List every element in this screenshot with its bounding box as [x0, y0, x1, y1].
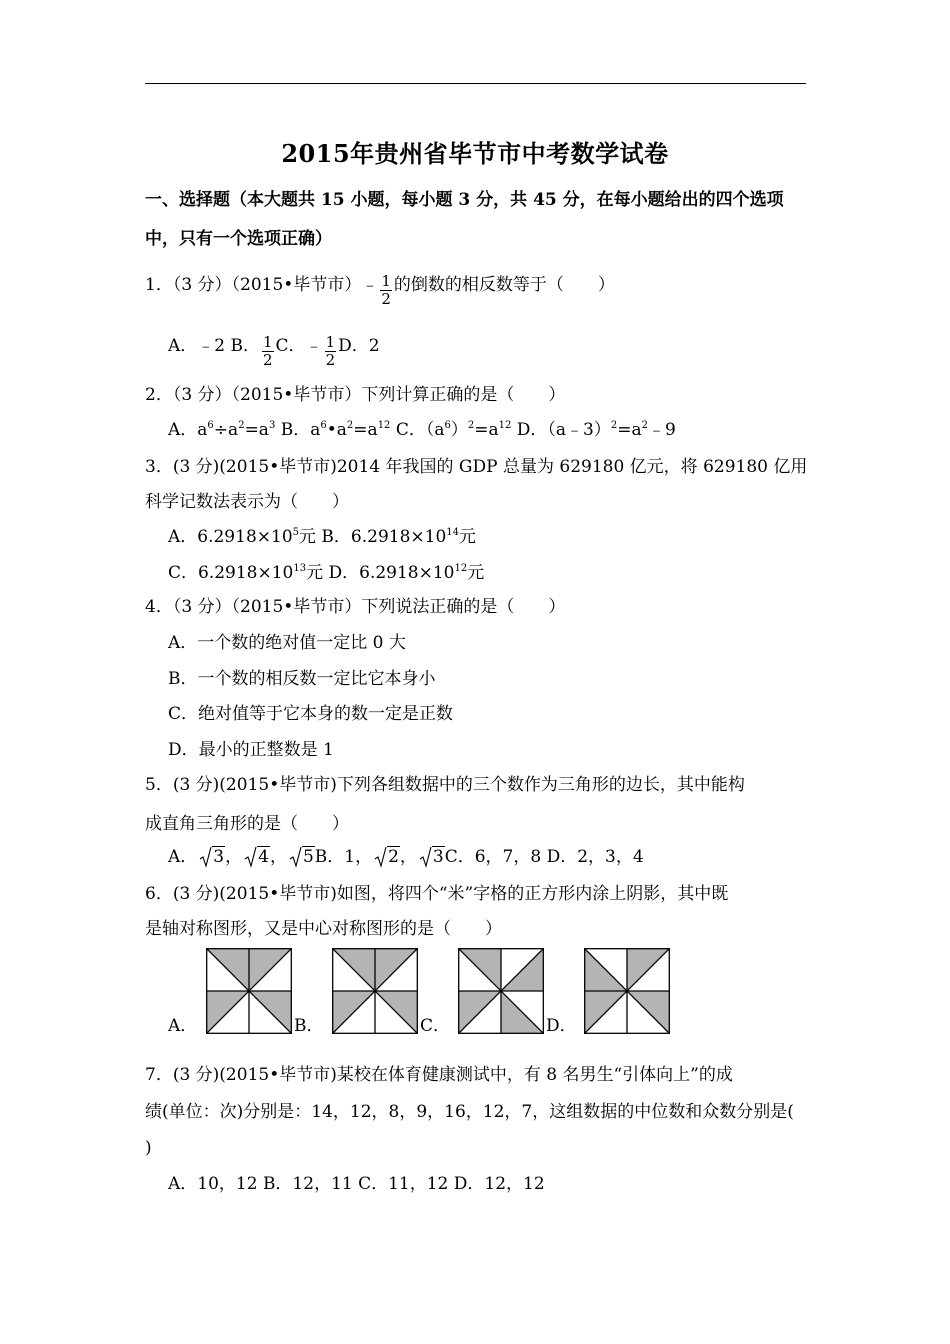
q6-line1: 6．(3 分)(2015•毕节市)如图，将四个“米”字格的正方形内涂上阴影，其中既	[145, 884, 729, 904]
q3-line1: 3．(3 分)(2015•毕节市)2014 年我国的 GDP 总量为 629180 亿元，将 629180 亿用	[145, 457, 808, 477]
q5-options	[168, 845, 644, 869]
section-heading-line1: 一、选择题（本大题共 15 小题，每小题 3 分，共 45 分，在每小题给出的四个选项	[145, 190, 784, 210]
q2-a-e2: 2	[238, 420, 245, 431]
q1-c-den: 2	[325, 351, 336, 369]
radicand-2: 2	[388, 847, 399, 867]
q3-d-unit: 元	[467, 563, 485, 583]
q3-c-exp: 13	[293, 563, 307, 574]
q2-c-mid: ）	[450, 420, 468, 440]
q4-option-a: A．一个数的绝对值一定比 0 大	[168, 633, 406, 653]
sqrt-4	[244, 845, 270, 869]
q1-option-c: C．﹣	[275, 336, 323, 356]
q1-frac-num: 1	[381, 272, 391, 290]
q2-c-prefix: C．（a	[390, 420, 445, 440]
section-heading-line2: 中，只有一个选项正确）	[145, 229, 332, 249]
sqrt-2	[374, 845, 400, 869]
q6-line2: 是轴对称图形，又是中心对称图形的是（ ）	[145, 919, 502, 939]
q5-c: C．6，7，8 D．2，3，4	[444, 847, 644, 867]
q2-a-mid: ÷a	[213, 420, 239, 440]
q6-figures	[168, 948, 608, 1038]
q1-c-num: 1	[325, 333, 336, 351]
q3-options-ab	[168, 525, 476, 549]
radicand-3b: 3	[432, 847, 444, 867]
q1-option-c-fraction	[325, 334, 337, 369]
star-grid-figure-c	[458, 948, 544, 1034]
radicand-4: 4	[258, 847, 269, 867]
q1-stem-suffix: 的倒数的相反数等于（ ）	[393, 275, 615, 295]
q2-c-mid2: =a	[474, 420, 499, 440]
radicand-5: 5	[302, 847, 314, 867]
q5-line1: 5．(3 分)(2015•毕节市)下列各组数据中的三个数作为三角形的边长，其中能构	[145, 775, 745, 795]
q1-option-b-fraction	[262, 334, 274, 369]
q1-option-a: A．﹣2 B．	[168, 336, 260, 356]
q1-stem-prefix: 1．（3 分）（2015•毕节市）﹣	[145, 275, 379, 295]
header-rule	[145, 83, 806, 84]
q2-c-e2: 2	[467, 420, 475, 431]
q1-b-den: 2	[263, 351, 273, 369]
q2-a-prefix: A．a	[168, 420, 208, 440]
q2-b-e2: 2	[346, 420, 354, 431]
q3-a-exp: 5	[292, 527, 300, 538]
q6-label-c: C．	[420, 1016, 451, 1036]
q6-label-b: B．	[294, 1016, 324, 1036]
q1-frac-den: 2	[381, 290, 391, 308]
q3-d-exp: 12	[454, 563, 468, 574]
q3-b-unit: 元	[459, 527, 477, 547]
q3-line2: 科学记数法表示为（ ）	[145, 492, 349, 512]
q5-sep3: ，	[399, 847, 417, 867]
q3-options-cd	[168, 561, 484, 585]
q7-options: A．10，12 B．12，11 C．11，12 D．12，12	[168, 1174, 545, 1194]
q2-d-suffix: ﹣9	[647, 420, 676, 440]
sqrt-3	[199, 845, 225, 869]
q2-b-mid2: =a	[353, 420, 378, 440]
q2-d-e1: 2	[610, 420, 618, 431]
star-grid-figure-a	[206, 948, 292, 1034]
radicand-3: 3	[213, 847, 225, 867]
q4-option-d: D．最小的正整数是 1	[168, 740, 334, 760]
q3-b-exp: 14	[446, 527, 460, 538]
q6-label-d: D．	[546, 1016, 577, 1036]
q4-option-c: C．绝对值等于它本身的数一定是正数	[168, 704, 454, 724]
q5-b: B．1，	[314, 847, 373, 867]
q4-option-b: B．一个数的相反数一定比它本身小	[168, 669, 436, 689]
q3-a-unit: 元 B．6.2918×10	[299, 527, 447, 547]
q5-line2: 成直角三角形的是（ ）	[145, 814, 349, 834]
q1-stem	[145, 273, 615, 308]
q2-b-mid: •a	[326, 420, 347, 440]
q2-a-e1: 6	[207, 420, 214, 431]
q1-b-num: 1	[263, 333, 273, 351]
q2-d-mid: =a	[617, 420, 642, 440]
q2-d-e2: 2	[641, 420, 648, 431]
q7-line2: 绩(单位：次)分别是：14，12，8，9，16，12，7，这组数据的中位数和众数分别是(	[145, 1102, 794, 1122]
q6-label-a: A．	[168, 1016, 198, 1036]
q5-sep2: ，	[269, 847, 287, 867]
q2-options	[168, 418, 676, 442]
q5-a: A．	[168, 847, 198, 867]
sqrt-3b	[419, 845, 445, 869]
q1-fraction	[380, 273, 392, 308]
sqrt-5	[289, 845, 315, 869]
q7-line3: )	[145, 1138, 152, 1158]
q2-d-prefix: D．（a﹣3）	[511, 420, 611, 440]
q5-sep1: ，	[225, 847, 243, 867]
q7-line1: 7．(3 分)(2015•毕节市)某校在体育健康测试中，有 8 名男生“引体向上”的成	[145, 1065, 733, 1085]
q2-c-e1: 6	[444, 420, 451, 431]
q2-b-prefix: B．a	[275, 420, 321, 440]
q4-stem: 4．（3 分）（2015•毕节市）下列说法正确的是（ ）	[145, 597, 566, 617]
q2-c-e3: 12	[498, 420, 512, 431]
q2-a-e3: 3	[268, 420, 276, 431]
star-grid-figure-b	[332, 948, 418, 1034]
q3-c: C．6.2918×10	[168, 563, 294, 583]
q1-option-d: D．2	[338, 336, 380, 356]
q3-a: A．6.2918×10	[168, 527, 293, 547]
q2-b-e3: 12	[377, 420, 391, 431]
star-grid-figure-d	[584, 948, 670, 1034]
q1-options	[168, 334, 380, 369]
q2-b-e1: 6	[320, 420, 327, 431]
q3-c-unit: 元 D．6.2918×10	[306, 563, 455, 583]
page-title: 2015年贵州省毕节市中考数学试卷	[281, 139, 669, 168]
q2-stem: 2．（3 分）（2015•毕节市）下列计算正确的是（ ）	[145, 385, 566, 405]
q2-a-mid2: =a	[244, 420, 269, 440]
